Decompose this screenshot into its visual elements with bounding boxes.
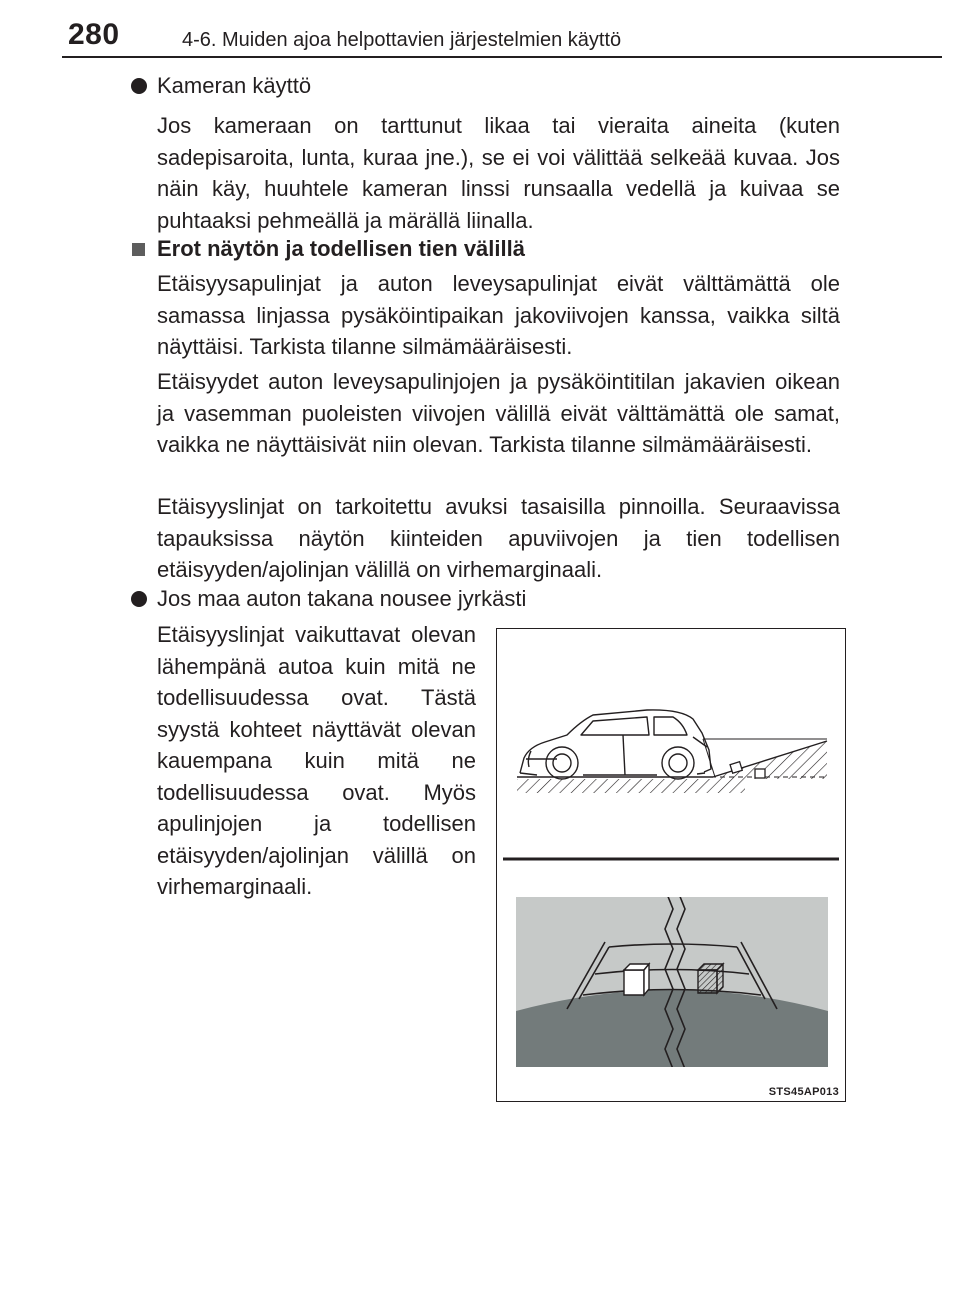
page-number: 280 bbox=[68, 18, 120, 51]
bullet-square-icon bbox=[132, 243, 145, 256]
camera-view-icon bbox=[516, 889, 828, 1069]
ground-rises-paragraph: Etäisyyslinjat vaikuttavat olevan lähempänä autoa kuin mitä ne todellisuudessa ovat. Tästä syystä kohteet näyttävät olevan kauempana kuin mitä ne todellisuudessa ovat. Myös apulinjojen ja todellisen etäisyyden/ajolinjan välillä on virhemarginaali. bbox=[157, 622, 476, 899]
header-divider bbox=[62, 56, 942, 58]
object-cube-icon bbox=[730, 762, 742, 774]
car-side-icon bbox=[520, 710, 711, 779]
page-header bbox=[0, 0, 960, 58]
object-cube-icon bbox=[698, 964, 723, 993]
camera-use-paragraph: Jos kameraan on tarttunut likaa tai vieraita aineita (kuten sadepisaroita, lunta, kuraa jne.), se ei voi välittää selkeää kuvaa. Jos näin käy, huuhtele kameran linssi runsaalla vedellä ja kuivaa se puhtaaksi pehmeällä ja märällä liinalla. bbox=[157, 113, 840, 233]
differences-paragraph-1: Etäisyysapulinjat ja auton leveysapulinjat eivät välttämättä ole samassa linjassa pysäköintipaikan jakoviivojen kanssa, vaikka siltä näyttäisi. Tarkista tilanne silmämääräisesti. bbox=[157, 271, 840, 359]
differences-paragraph-2: Etäisyydet auton leveysapulinjojen ja pysäköintitilan jakavien oikean ja vasemman puoleisten viivojen välillä eivät välttämättä ole samat, vaikka ne näyttäisivät niin olevan. Tarkista tilanne silmämääräisesti. bbox=[157, 369, 840, 457]
heading-text: Kameran käyttö bbox=[157, 73, 312, 98]
illustration-svg bbox=[497, 629, 845, 1101]
differences-paragraph-3: Etäisyyslinjat on tarkoitettu avuksi tasaisilla pinnoilla. Seuraavissa tapauksissa näytön kiinteiden apuviivojen ja tien todellisen etäisyyden/ajolinjan välillä on virhemarginaali. bbox=[157, 494, 840, 582]
object-cube-icon bbox=[624, 964, 649, 995]
illustration-figure bbox=[496, 628, 846, 1102]
ground-hatch bbox=[517, 779, 745, 793]
figure-code: STS45AP013 bbox=[768, 1086, 839, 1098]
object-cube-icon bbox=[755, 769, 765, 778]
heading-text: Erot näytön ja todellisen tien välillä bbox=[157, 236, 525, 261]
chapter-title: 4-6. Muiden ajoa helpottavien järjestelmien käyttö bbox=[182, 29, 622, 51]
bullet-circle-icon bbox=[131, 78, 147, 94]
heading-text: Jos maa auton takana nousee jyrkästi bbox=[157, 586, 527, 611]
bullet-circle-icon bbox=[131, 591, 147, 607]
